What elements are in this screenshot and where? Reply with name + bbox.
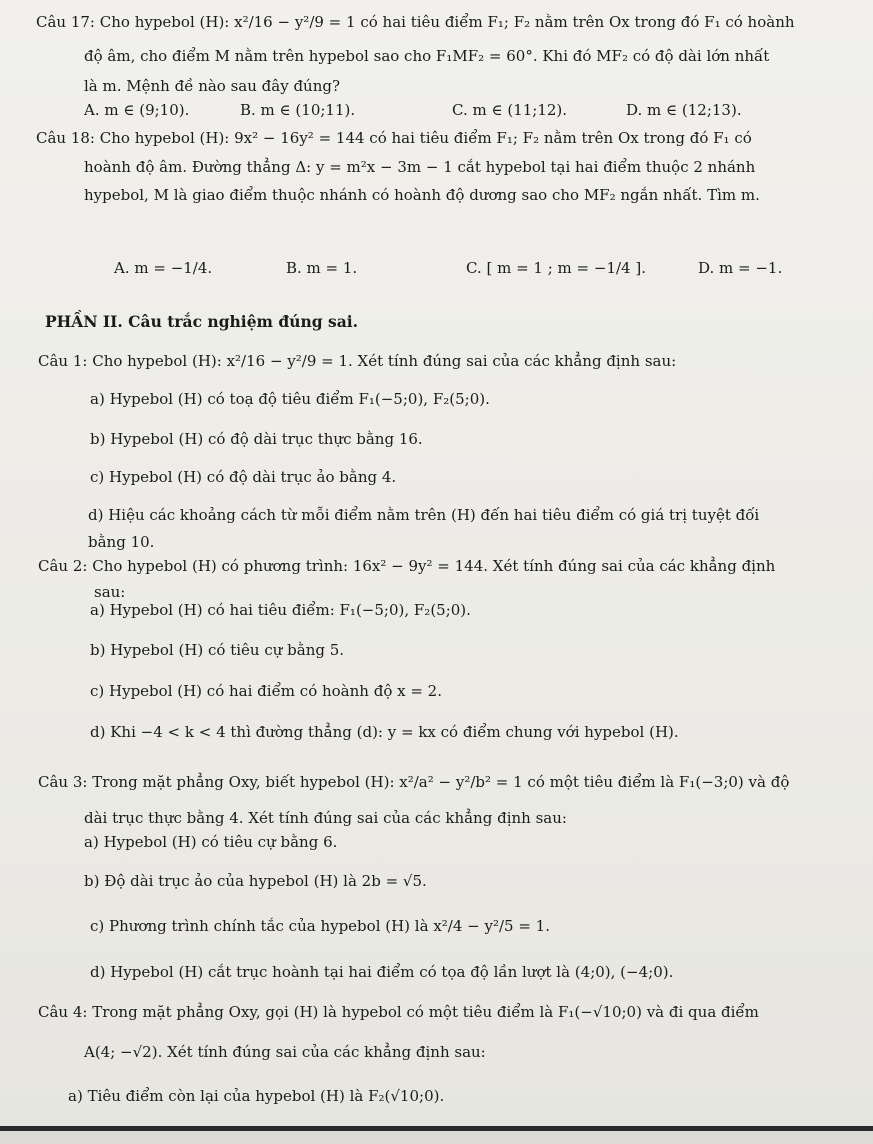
text-line: bằng 10. (88, 533, 155, 551)
text-line: hoành độ âm. Đường thẳng Δ: y = m²x − 3m − 1 cắt hypebol tại hai điểm thuộc 2 nhánh (84, 158, 756, 176)
text-line: sau: (94, 583, 126, 601)
text-line: c) Hypebol (H) có độ dài trục ảo bằng 4. (90, 468, 397, 486)
answer-option-17: A. m ∈ (9;10). (84, 101, 190, 119)
text-line: d) Hypebol (H) cắt trục hoành tại hai điểm có tọa độ lần lượt là (4;0), (−4;0). (90, 963, 674, 981)
text-line: Câu 4: Trong mặt phẳng Oxy, gọi (H) là hypebol có một tiêu điểm là F₁(−√10;0) và đi qua điểm (38, 1003, 759, 1021)
page-bottom-band (0, 1131, 873, 1144)
text-line: c) Hypebol (H) có hai điểm có hoành độ x = 2. (90, 682, 442, 700)
text-line: c) Phương trình chính tắc của hypebol (H) là x²/4 − y²/5 = 1. (90, 917, 550, 935)
text-line: Câu 18: Cho hypebol (H): 9x² − 16y² = 144 có hai tiêu điểm F₁; F₂ nằm trên Ox trong đó F₁ có (36, 129, 752, 147)
text-line: Câu 2: Cho hypebol (H) có phương trình: 16x² − 9y² = 144. Xét tính đúng sai của các khẳng định (38, 557, 776, 575)
text-line: d) Hiệu các khoảng cách từ mỗi điểm nằm trên (H) đến hai tiêu điểm có giá trị tuyệt đối (88, 506, 760, 524)
text-line: Câu 17: Cho hypebol (H): x²/16 − y²/9 = 1 có hai tiêu điểm F₁; F₂ nằm trên Ox trong đó F₁ có hoành (36, 13, 795, 31)
text-line: b) Hypebol (H) có tiêu cự bằng 5. (90, 641, 345, 659)
answer-option-17: C. m ∈ (11;12). (452, 101, 568, 119)
answer-option-17: D. m ∈ (12;13). (626, 101, 742, 119)
section-heading: PHẦN II. Câu trắc nghiệm đúng sai. (45, 312, 359, 331)
answer-option-17: B. m ∈ (10;11). (240, 101, 356, 119)
text-line: dài trục thực bằng 4. Xét tính đúng sai của các khẳng định sau: (84, 809, 567, 827)
text-line: a) Hypebol (H) có toạ độ tiêu điểm F₁(−5;0), F₂(5;0). (90, 390, 490, 408)
text-line: là m. Mệnh đề nào sau đây đúng? (84, 77, 341, 95)
text-line: d) Khi −4 < k < 4 thì đường thẳng (d): y = kx có điểm chung với hypebol (H). (90, 723, 679, 741)
text-line: độ âm, cho điểm M nằm trên hypebol sao cho F₁MF₂ = 60°. Khi đó MF₂ có độ dài lớn nhất (84, 47, 770, 65)
text-line: b) Hypebol (H) có độ dài trục thực bằng 16. (90, 430, 423, 448)
text-line: a) Hypebol (H) có hai tiêu điểm: F₁(−5;0), F₂(5;0). (90, 601, 471, 619)
text-line: b) Độ dài trục ảo của hypebol (H) là 2b = √5. (84, 872, 427, 890)
text-line: Câu 1: Cho hypebol (H): x²/16 − y²/9 = 1. Xét tính đúng sai của các khẳng định sau: (38, 352, 677, 370)
text-line: hypebol, M là giao điểm thuộc nhánh có hoành độ dương sao cho MF₂ ngắn nhất. Tìm m. (84, 186, 760, 204)
answer-option-18: A. m = −1/4. (114, 259, 213, 277)
answer-option-18: C. [ m = 1 ; m = −1/4 ]. (466, 259, 646, 277)
text-line: A(4; −√2). Xét tính đúng sai của các khẳng định sau: (84, 1043, 486, 1061)
text-line: a) Tiêu điểm còn lại của hypebol (H) là F₂(√10;0). (68, 1087, 445, 1105)
text-line: a) Hypebol (H) có tiêu cự bằng 6. (84, 833, 338, 851)
answer-option-18: B. m = 1. (286, 259, 358, 277)
text-line: Câu 3: Trong mặt phẳng Oxy, biết hypebol (H): x²/a² − y²/b² = 1 có một tiêu điểm là F₁(−3;0) và độ (38, 773, 790, 791)
answer-option-18: D. m = −1. (698, 259, 783, 277)
